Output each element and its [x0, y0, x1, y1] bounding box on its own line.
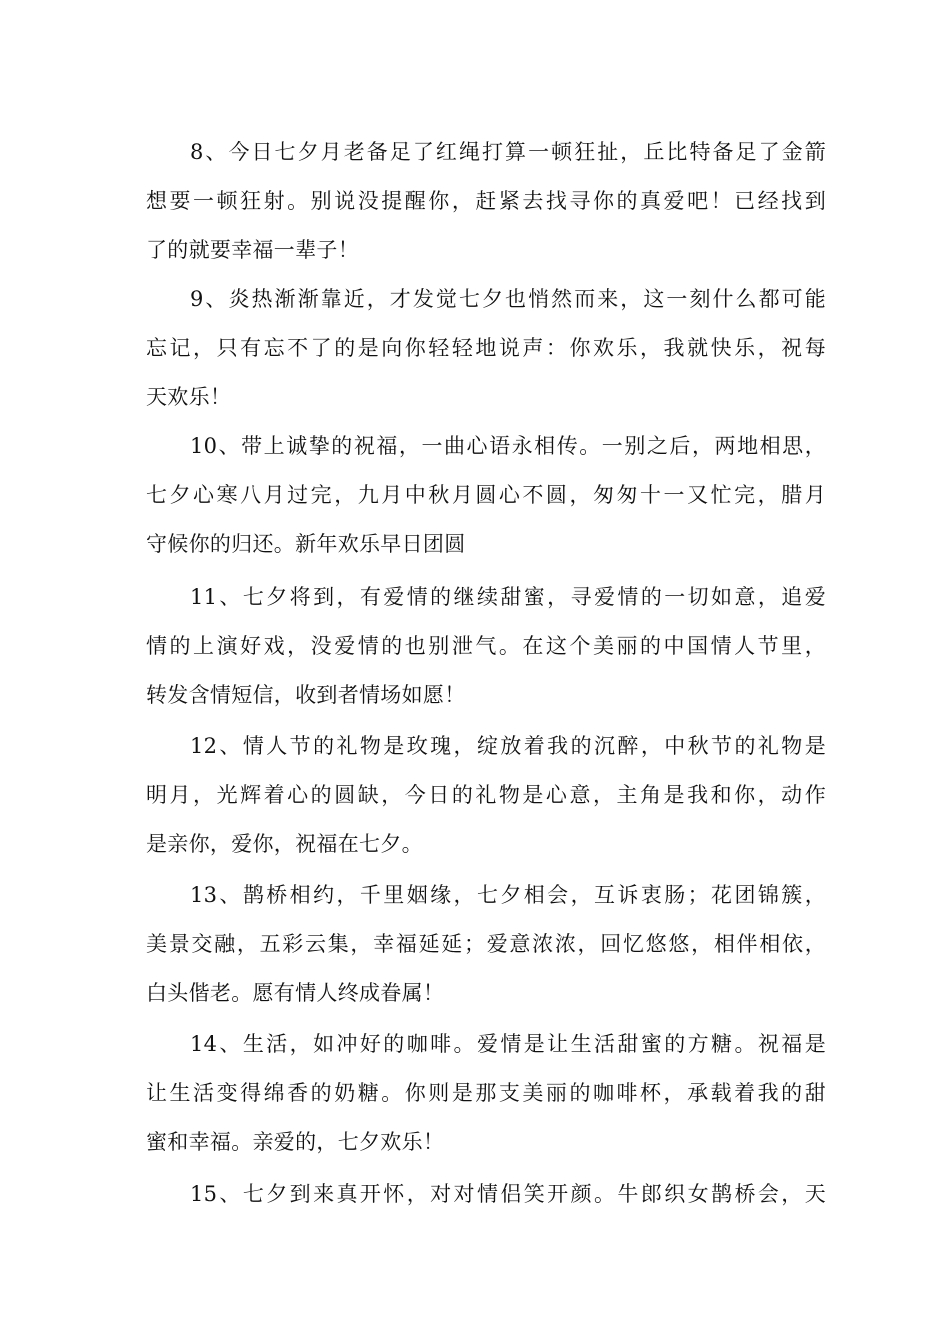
paragraph-8 [146, 128, 826, 275]
paragraph-line: 天欢乐！ [146, 385, 232, 409]
paragraph-line: 15、七夕到来真开怀，对对情侣笑开颜。牛郎织女鹊桥会，天 [190, 1182, 826, 1206]
paragraph-line: 忘记，只有忘不了的是向你轻轻地说声：你欢乐，我就快乐，祝每 [146, 336, 826, 360]
paragraph-line: 14、生活，如冲好的咖啡。爱情是让生活甜蜜的方糖。祝福是 [190, 1032, 826, 1056]
paragraph-line: 七夕心寒八月过完，九月中秋月圆心不圆，匆匆十一又忙完，腊月 [146, 483, 826, 507]
paragraph-line: 明月，光辉着心的圆缺，今日的礼物是心意，主角是我和你，动作 [146, 783, 826, 807]
paragraph-line: 9、炎热渐渐靠近，才发觉七夕也悄然而来，这一刻什么都可能 [190, 287, 826, 311]
paragraph-line: 12、情人节的礼物是玫瑰，绽放着我的沉醉，中秋节的礼物是 [190, 734, 826, 758]
paragraph-line: 是亲你，爱你，祝福在七夕。 [146, 832, 423, 856]
paragraph-line: 让生活变得绵香的奶糖。你则是那支美丽的咖啡杯，承载着我的甜 [146, 1081, 826, 1105]
paragraph-line: 13、鹊桥相约，千里姻缘，七夕相会，互诉衷肠；花团锦簇， [190, 883, 826, 907]
paragraph-line: 蜜和幸福。亲爱的，七夕欢乐！ [146, 1130, 445, 1154]
paragraph-11 [146, 573, 826, 720]
paragraph-line: 美景交融，五彩云集，幸福延延；爱意浓浓，回忆悠悠，相伴相依， [146, 932, 826, 956]
paragraph-line: 11、七夕将到，有爱情的继续甜蜜，寻爱情的一切如意，追爱 [190, 585, 826, 609]
paragraph-15 [146, 1170, 826, 1219]
paragraph-line: 守候你的归还。新年欢乐早日团圆 [146, 532, 466, 556]
paragraph-line: 想要一顿狂射。别说没提醒你，赶紧去找寻你的真爱吧！已经找到 [146, 189, 826, 213]
paragraph-line: 白头偕老。愿有情人终成眷属！ [146, 981, 445, 1005]
paragraph-line: 转发含情短信，收到者情场如愿！ [146, 683, 466, 707]
paragraph-line: 情的上演好戏，没爱情的也别泄气。在这个美丽的中国情人节里， [146, 634, 826, 658]
paragraph-9 [146, 275, 826, 422]
paragraph-14 [146, 1020, 826, 1167]
paragraph-12 [146, 722, 826, 869]
paragraph-10 [146, 422, 826, 569]
paragraph-line: 8、今日七夕月老备足了红绳打算一顿狂扯，丘比特备足了金箭 [190, 140, 826, 164]
paragraph-13 [146, 871, 826, 1018]
paragraph-line: 10、带上诚挚的祝福，一曲心语永相传。一别之后，两地相思， [190, 434, 826, 458]
paragraph-line: 了的就要幸福一辈子！ [146, 238, 359, 262]
